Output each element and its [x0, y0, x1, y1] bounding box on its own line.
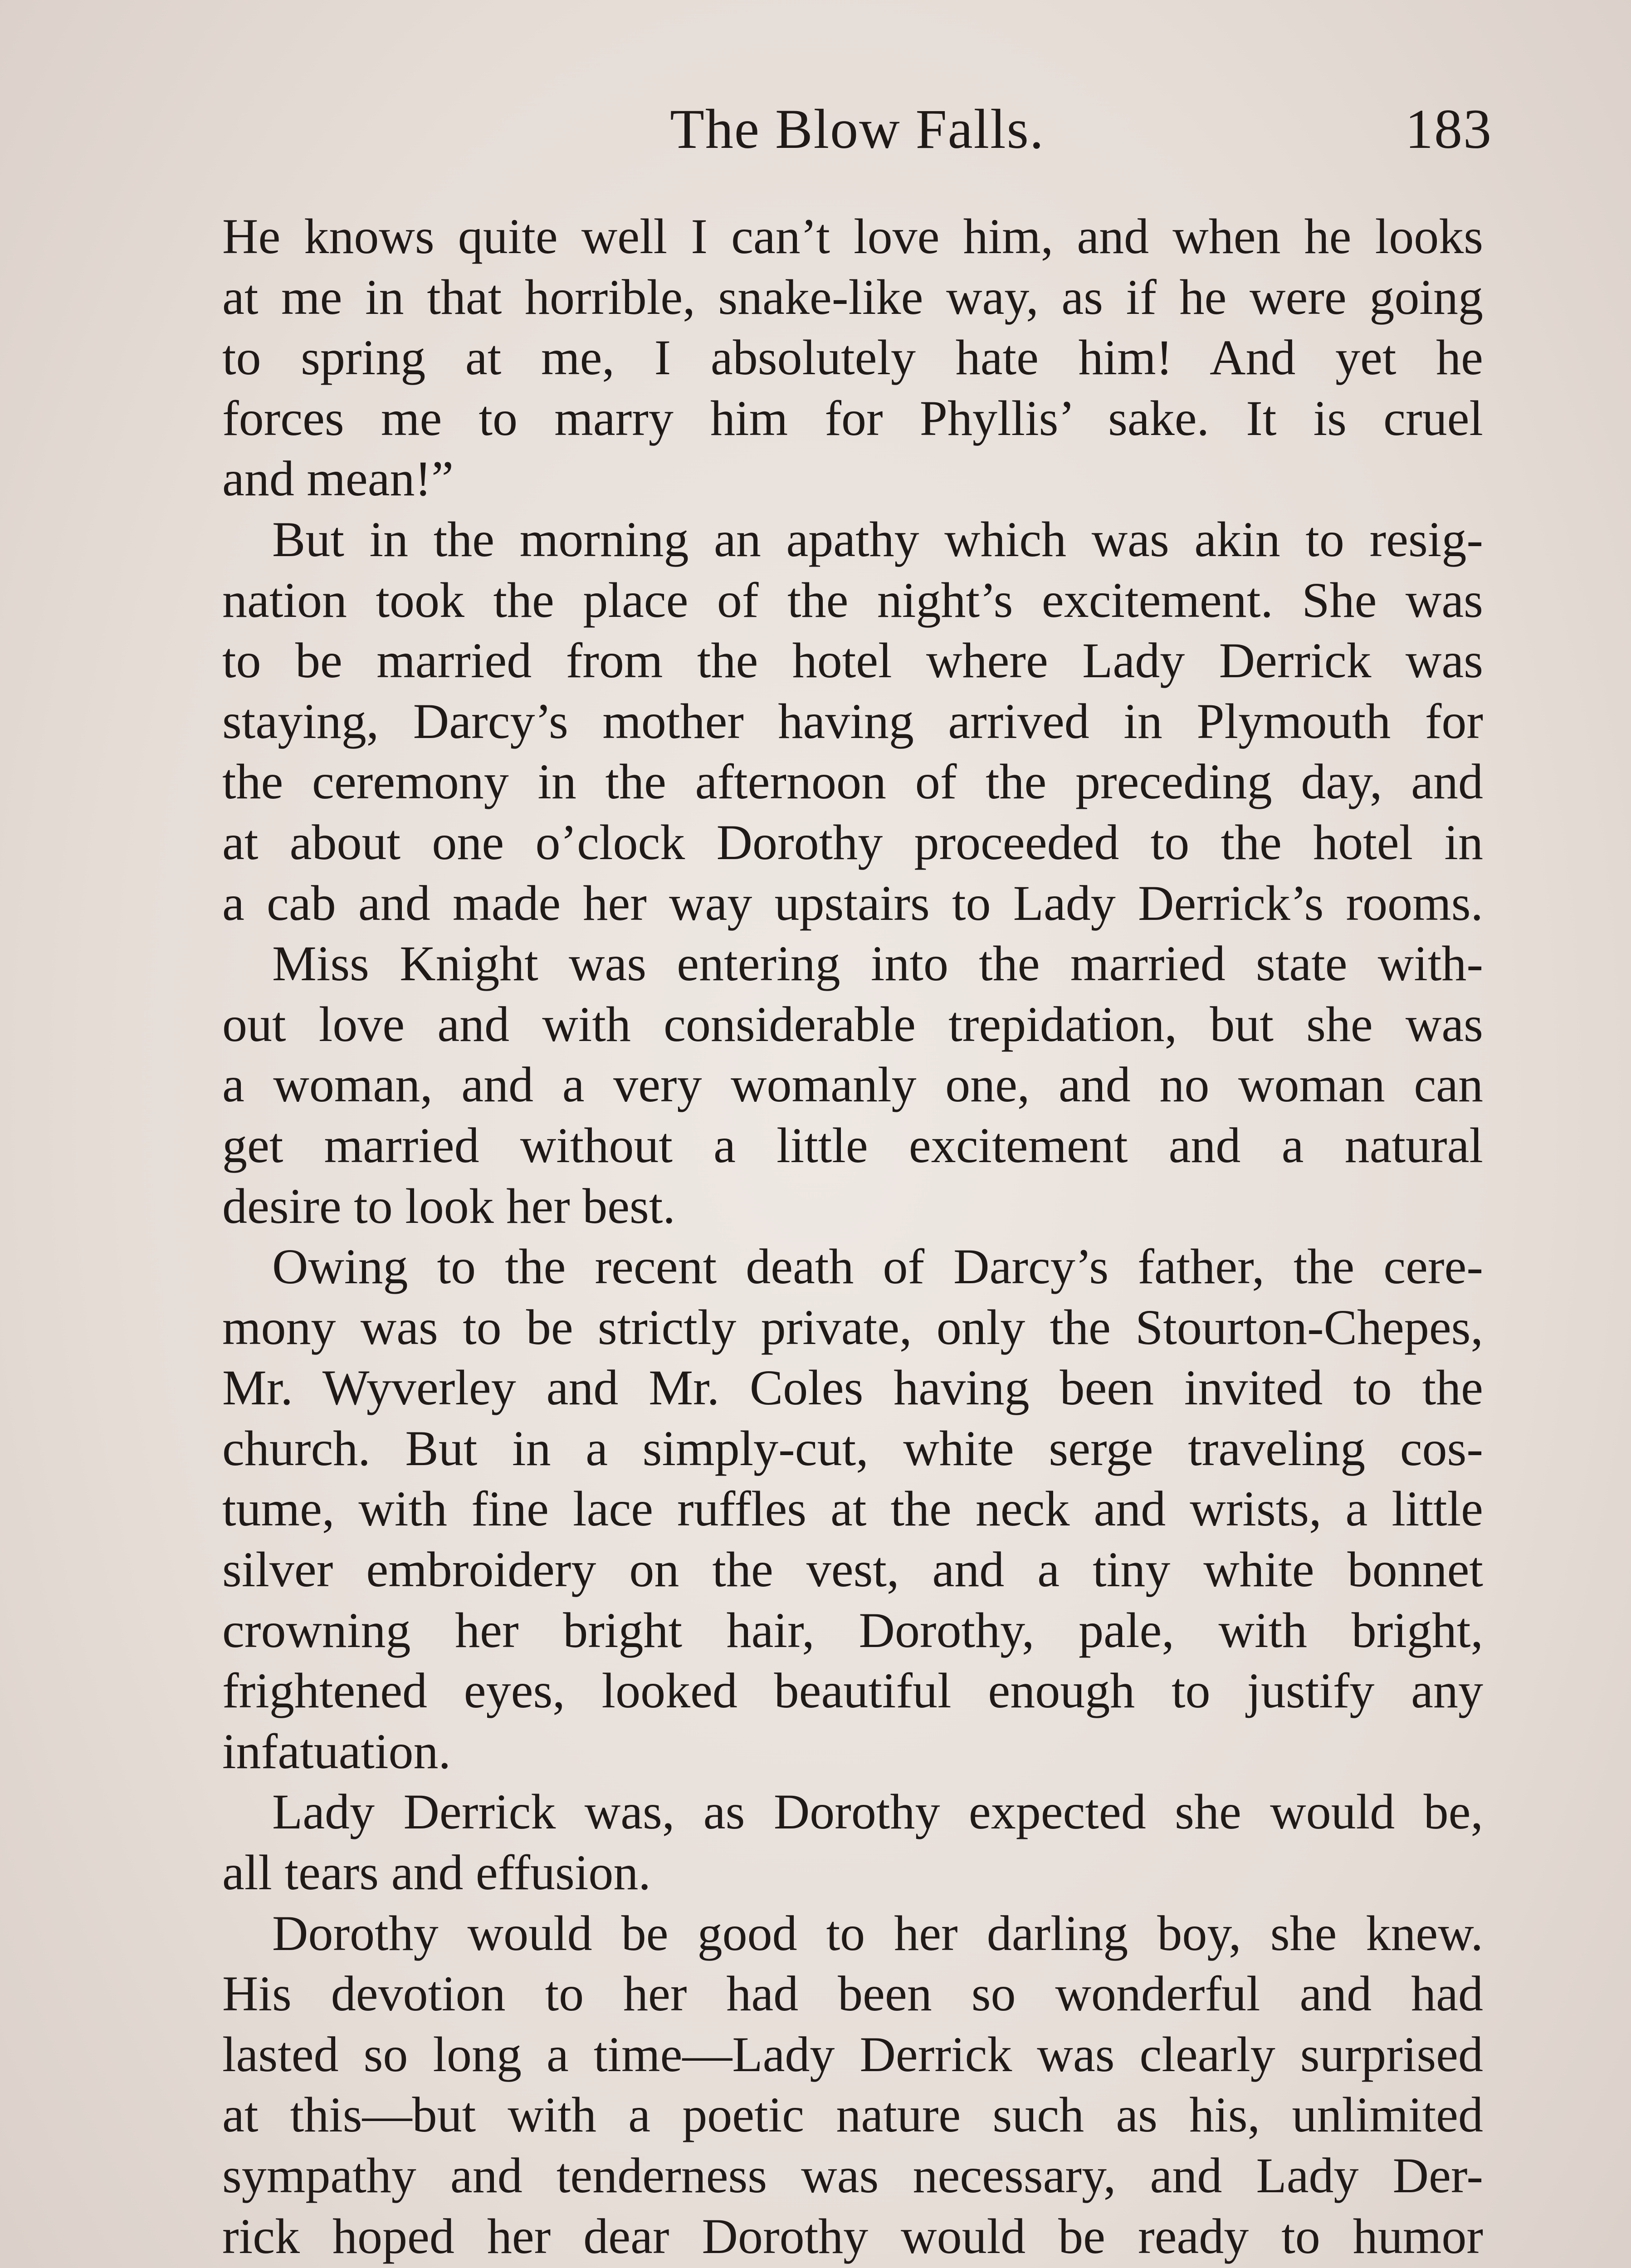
text-line: rick hoped her dear Dorothy would be ready to humor: [222, 2208, 1483, 2264]
running-title: The Blow Falls.: [670, 98, 1045, 160]
text-line: lasted so long a time—Lady Derrick was clearly surprised: [222, 2026, 1483, 2082]
text-line: His devotion to her had been so wonderful and had: [222, 1966, 1483, 2022]
paragraph: [222, 206, 1483, 509]
text-line: Owing to the recent death of Darcy’s father, the cere-: [272, 1239, 1483, 1295]
text-line: nation took the place of the night’s excitement. She was: [222, 572, 1483, 628]
text-line: crowning her bright hair, Dorothy, pale, with bright,: [222, 1602, 1483, 1658]
text-line: He knows quite well I can’t love him, and when he looks: [222, 209, 1483, 264]
text-line: silver embroidery on the vest, and a tiny white bonnet: [222, 1542, 1483, 1598]
paragraph: [222, 1237, 1483, 1782]
text-line: all tears and effusion.: [222, 1845, 651, 1901]
text-line: Lady Derrick was, as Dorothy expected she would be,: [272, 1784, 1483, 1840]
text-line: Mr. Wyverley and Mr. Coles having been invited to the: [222, 1360, 1483, 1416]
text-line: infatuation.: [222, 1723, 451, 1779]
text-line: out love and with considerable trepidation, but she was: [222, 996, 1483, 1052]
text-line: the ceremony in the afternoon of the preceding day, and: [222, 754, 1483, 810]
text-line: at this—but with a poetic nature such as his, unlimited: [222, 2087, 1483, 2143]
text-line: forces me to marry him for Phyllis’ sake. It is cruel: [222, 390, 1483, 446]
text-line: at me in that horrible, snake-like way, as if he were going: [222, 269, 1483, 325]
text-line: mony was to be strictly private, only the Stourton-Chepes,: [222, 1299, 1483, 1355]
paragraph: [222, 1903, 1483, 2268]
paragraph: [222, 934, 1483, 1237]
text-line: tume, with fine lace ruffles at the neck and wrists, a little: [222, 1481, 1483, 1537]
text-line: to be married from the hotel where Lady Derrick was: [222, 633, 1483, 689]
text-line: staying, Darcy’s mother having arrived in Plymouth for: [222, 693, 1483, 749]
paragraph: [222, 1782, 1483, 1903]
text-line: and mean!”: [222, 451, 454, 507]
text-line: at about one o’clock Dorothy proceeded to the hotel in: [222, 814, 1483, 870]
text-line: Dorothy would be good to her darling boy, she knew.: [272, 1905, 1483, 1961]
text-line: desire to look her best.: [222, 1178, 675, 1234]
text-line: frightened eyes, looked beautiful enough to justify any: [222, 1663, 1483, 1719]
text-line: But in the morning an apathy which was akin to resig-: [272, 511, 1483, 567]
text-line: a woman, and a very womanly one, and no woman can: [222, 1057, 1483, 1113]
running-head: [222, 95, 1492, 163]
page-number: 183: [1405, 98, 1492, 160]
text-line: get married without a little excitement and a natural: [222, 1117, 1483, 1173]
text-line: sympathy and tenderness was necessary, and Lady Der-: [222, 2148, 1483, 2203]
text-line: Miss Knight was entering into the married state with-: [272, 936, 1483, 992]
text-line: to spring at me, I absolutely hate him! And yet he: [222, 330, 1483, 386]
text-line: a cab and made her way upstairs to Lady Derrick’s rooms.: [222, 875, 1483, 931]
text-line: church. But in a simply-cut, white serge traveling cos-: [222, 1420, 1483, 1476]
body-text: [222, 206, 1483, 2268]
paragraph: [222, 509, 1483, 934]
